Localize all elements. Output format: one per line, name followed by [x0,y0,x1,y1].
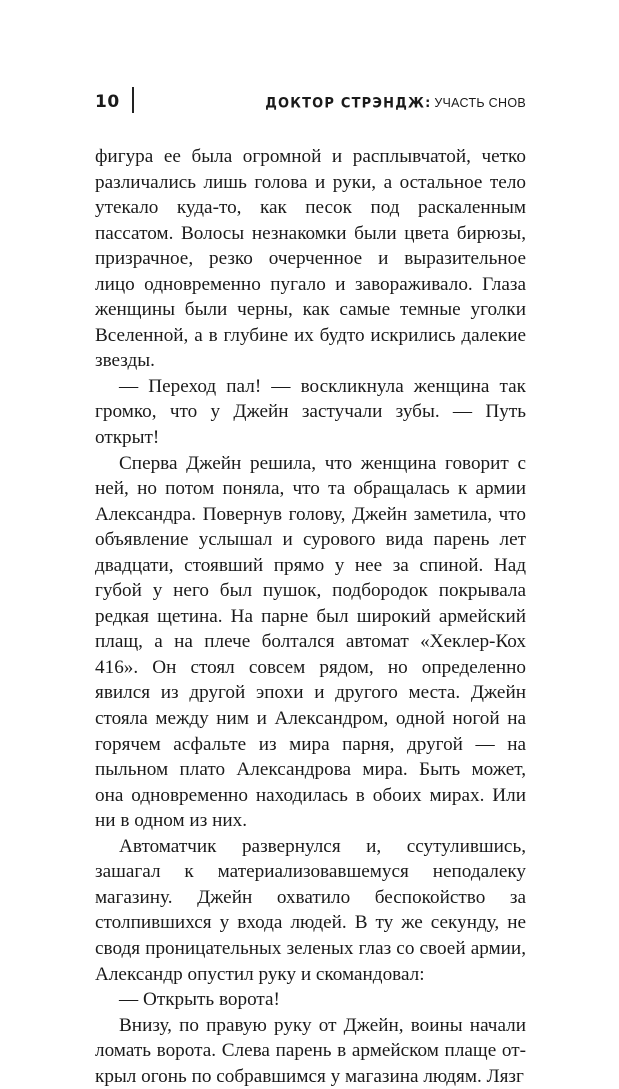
page-header [95,91,526,115]
book-title: УЧАСТЬ СНОВ [434,96,526,110]
paragraph: — Переход пал! — воскликнула женщина так громко, что у Джейн застучали зубы. — Путь открыт! [95,375,526,449]
paragraph: Внизу, по правую руку от Джейн, воины начали ломать ворота. Слева парень в армейском плаще открыл огонь по собравшимся у магазина людям. Лязг [95,1014,526,1087]
paragraph: Сперва Джейн решила, что женщина говорит с ней, но потом поняла, что та обращалась к армии Александра. Повернув голову, Джейн заметила, что объявление услышал и сурового вида парень лет двадцати, стоявший прямо у нее за спиной. Над губой у него был пушок, подбородок покрывала редкая щетина. На парне был широкий армейский плащ, а на плече болтался автомат «Хеклер-Кох 416». Он стоял совсем рядом, но определенно явился из другой эпохи и другого места. Джейн стояла между ним и Александром, одной ногой на горячем асфальте из мира парня, другой — на пыльном плато Александрова мира. Быть может, она одновременно находилась в обоих мирах. Или ни в одном из них. [95,452,526,832]
body-text [95,144,526,1089]
page-number: 10 [95,92,120,112]
paragraph: Автоматчик развернулся и, ссутулившись, зашагал к материализовавшемуся неподалеку магазину. Джейн охватило беспокойство за столпившихся у входа людей. В ту же секунду, не сводя проницательных зеленых глаз со своей армии, Александр опустил руку и скомандовал: [95,835,526,985]
paragraph-continuation: фигура ее была огромной и расплывчатой, четко различались лишь голова и руки, а остальное тело утекало куда-то, как песок под раскаленным пассатом. Волосы незнакомки были цвета бирюзы, призрачное, резко очерченное и выразительное лицо одновременно пугало и завораживало. Глаза женщины были черны, как самые темные уголки Вселенной, а в глубине их будто искрились далекие звезды. [95,146,526,372]
series-title: ДОКТОР СТРЭНДЖ [265,95,426,112]
paragraph: — Открыть ворота! [119,989,280,1011]
title-separator: : [425,96,431,111]
header-divider [132,87,134,113]
running-head [265,95,526,112]
